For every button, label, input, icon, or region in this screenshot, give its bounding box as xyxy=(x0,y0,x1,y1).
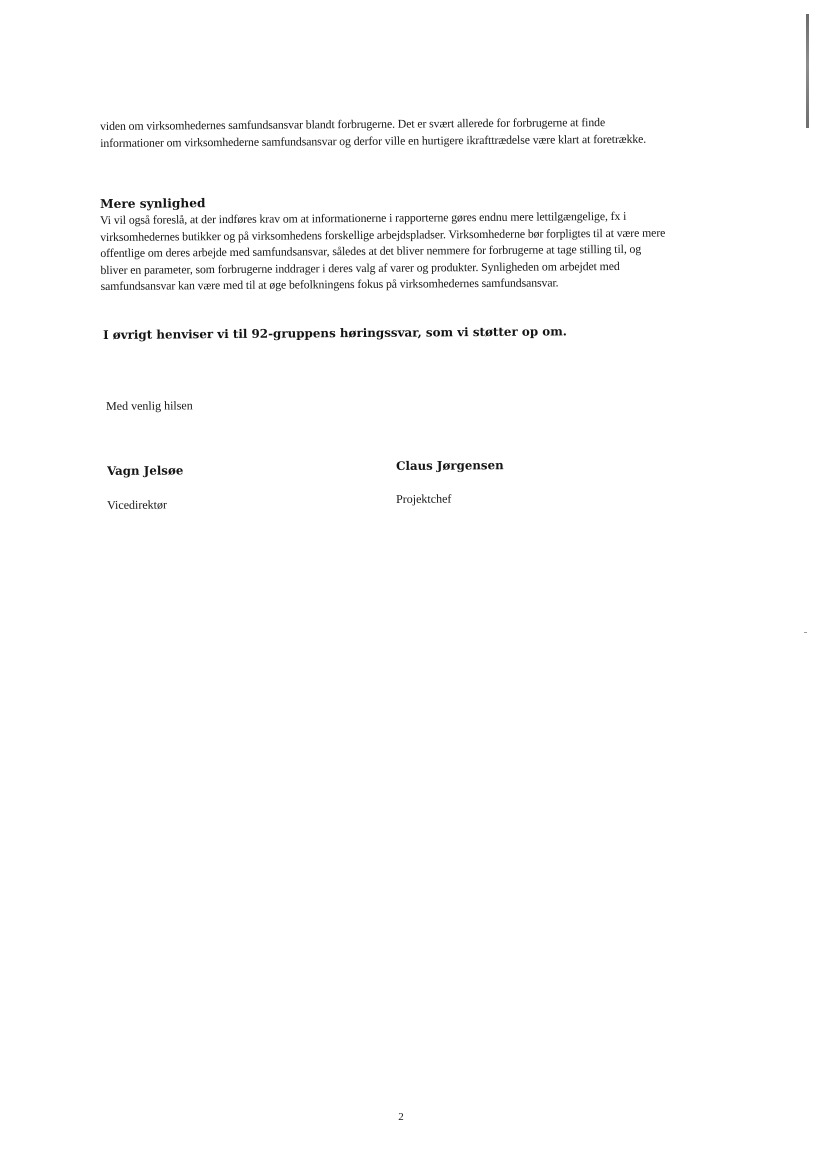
scan-edge-tick xyxy=(804,632,807,633)
body-paragraph-2: Vi vil også foreslå, at der indføres krav om at informationerne i rapporterne gøres endnu mere lettilgængelige, fx i virksomhedernes butikker og på virksomhedens forskellige arbejdspladser. Virksomhederne bør forpligtes til at være mere offentlige om deres arbejde med samfundsansvar, således at det bliver nemmere for forbrugerne at tage stilling til, og bliver en parameter, som forbrugerne inddrager i deres valg af varer og produkter. Synligheden om arbejdet med samfundsansvar kan være med til at øge befolkningens fokus på virksomhedernes samfundsansvar. xyxy=(100,208,666,293)
page-number: 2 xyxy=(398,1111,404,1123)
signatory-2-name: Claus Jørgensen xyxy=(396,458,504,473)
bold-statement: I øvrigt henviser vi til 92-gruppens høringssvar, som vi støtter op om. xyxy=(103,324,567,342)
closing-greeting: Med venlig hilsen xyxy=(106,398,193,413)
section-heading: Mere synlighed xyxy=(100,196,206,211)
signatory-1-title: Vicedirektør xyxy=(107,497,168,512)
body-paragraph-1: viden om virksomhedernes samfundsansvar blandt forbrugerne. Det er svært allerede for forbrugerne at finde informationer om virksomhederne samfundsansvar og derfor ville en hurtigere ikrafttrædelse være klart at foretrække. xyxy=(100,115,647,150)
signatory-1-name: Vagn Jelsøe xyxy=(107,463,184,478)
scan-edge-mark xyxy=(806,14,809,128)
signatory-2-title: Projektchef xyxy=(396,491,452,506)
